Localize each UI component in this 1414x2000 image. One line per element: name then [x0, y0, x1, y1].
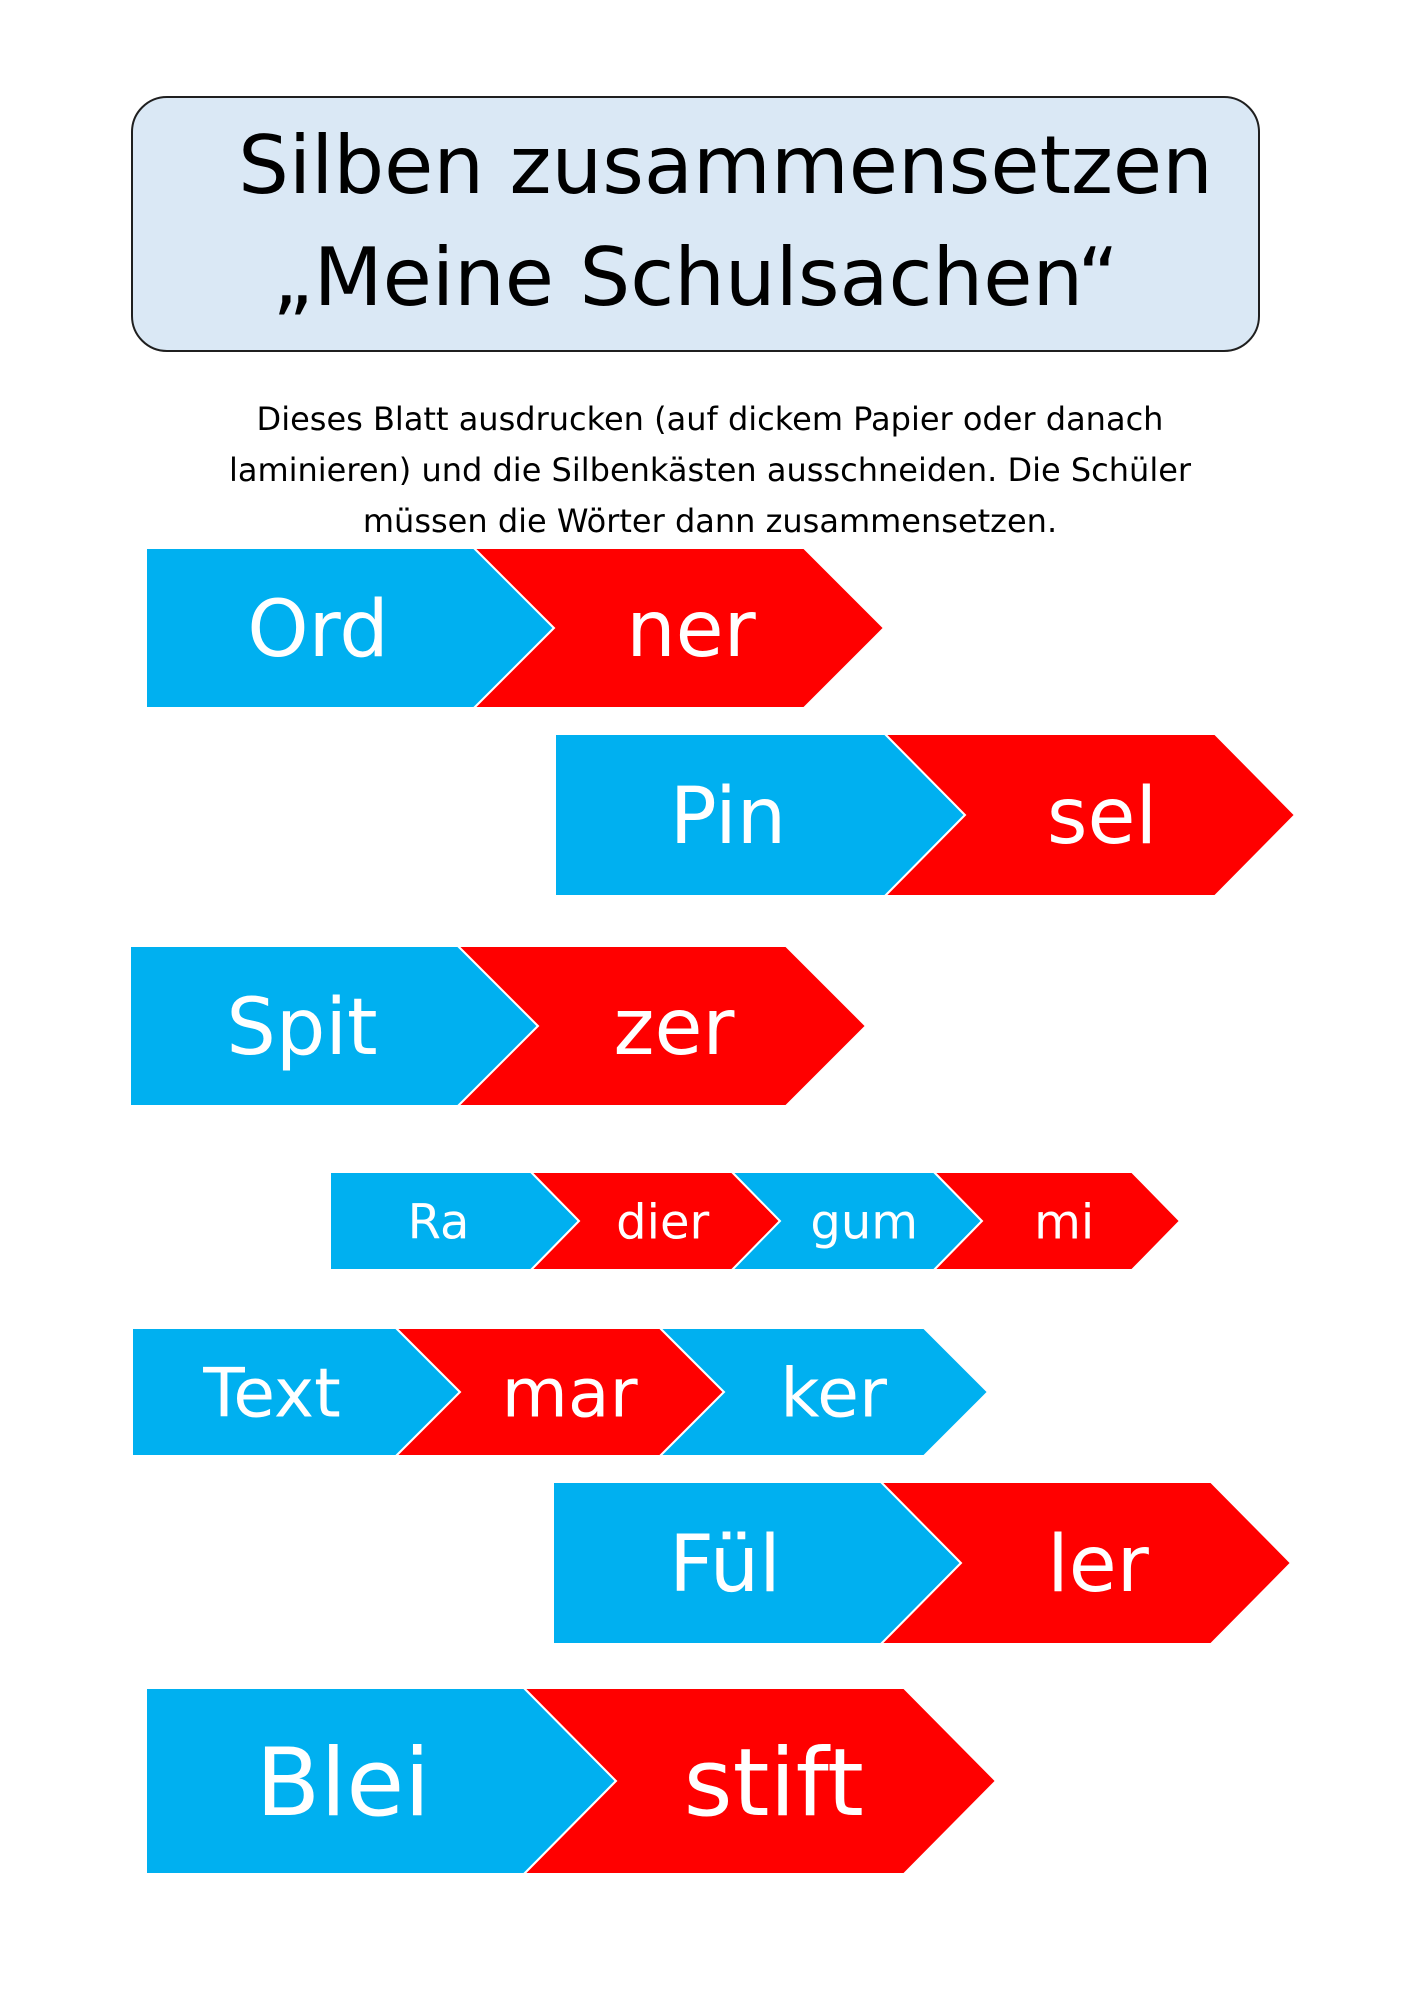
page-title: Silben zusammensetzen [238, 119, 1213, 212]
page-subtitle: „Meine Schulsachen“ [272, 231, 1119, 324]
word-strip[interactable] [330, 1172, 1180, 1270]
word-strip[interactable] [553, 1482, 1291, 1644]
syllable-label: Blei [255, 1728, 431, 1838]
word-strip[interactable] [146, 548, 884, 708]
syllable-label: Fül [669, 1520, 781, 1611]
instructions-line-1: Dieses Blatt ausdrucken (auf dickem Papier oder danach [256, 400, 1164, 438]
syllable-label: mi [1034, 1194, 1095, 1251]
instructions-line-2: laminieren) und die Silbenkästen ausschneiden. Die Schüler [228, 451, 1192, 489]
syllable-label: sel [1046, 772, 1158, 863]
syllable-label: stift [683, 1728, 864, 1838]
syllable-label: ner [626, 585, 756, 676]
syllable-label: Ra [407, 1194, 470, 1251]
syllable-label: mar [501, 1354, 638, 1434]
word-strip[interactable] [146, 1688, 996, 1874]
syllable-label: ker [780, 1354, 887, 1434]
syllable-label: zer [613, 983, 735, 1074]
syllable-label: Text [203, 1354, 341, 1434]
word-strip[interactable] [555, 734, 1295, 896]
syllable-label: dier [616, 1194, 710, 1251]
syllable-label: Pin [669, 772, 787, 863]
instructions-line-3: müssen die Wörter dann zusammensetzen. [362, 502, 1058, 540]
syllable-label: Ord [247, 585, 389, 676]
word-strip[interactable] [130, 946, 866, 1106]
syllable-label: gum [810, 1194, 919, 1251]
word-strip[interactable] [132, 1328, 988, 1456]
syllable-label: Spit [226, 983, 378, 1074]
syllable-label: ler [1047, 1520, 1149, 1611]
